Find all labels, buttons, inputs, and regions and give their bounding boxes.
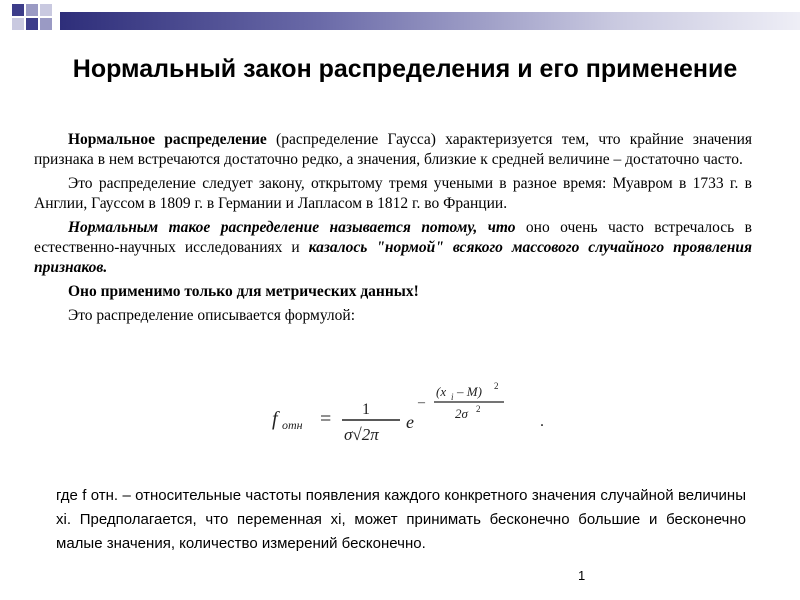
formula-exp-rest: – M) [457,384,482,399]
decor-square [40,18,52,30]
formula-denominator: σ√2π [344,425,379,444]
paragraph-formula-intro: Это распределение описывается формулой: [68,307,356,324]
normal-distribution-formula [258,378,558,458]
formula-equals: = [320,408,332,430]
header-gradient-bar [60,12,800,30]
paragraph-metric-note: Оно применимо только для метрических данных! [68,283,419,300]
page-number: 1 [578,568,586,583]
naming-end: казалось "нормой" всякого массового случайного проявления признаков. [34,239,753,276]
formula-exp-subscript: i [451,392,454,402]
decor-square [26,4,38,16]
formula-exp-den-power: 2 [476,404,481,414]
paragraph-history: Это распределение следует закону, открытому тремя учеными в разное время: Муавром в 1733 г. в Англии, Гауссом в 1809 г. в Германии и Лапласом в 1812 г. во Франции. [34,175,752,212]
decor-square [26,18,38,30]
formula-explanation: где f отн. – относительные частоты появления каждого конкретного значения случайной величины xi. Предполагается, что переменная xi, может принимать бесконечно большие и бесконечно малые значения, количество измерений бесконечно. [56,487,746,552]
slide-title: Нормальный закон распределения и его применение [72,55,738,83]
slide-body [34,130,752,330]
decor-square [12,4,24,16]
naming-lead: Нормальным такое распределение называется потому, что [68,219,516,236]
formula-exp-numerator: (x [436,384,447,399]
formula-dot: . [540,413,544,430]
decor-square [40,4,52,16]
formula-numerator: 1 [362,401,370,418]
formula-exp-minus: – [418,395,425,410]
definition-text: (распределение Гаусса) характеризуется тем, что крайние значения признака в нем встречаются достаточно редко, а значения, близкие к средней величине – достаточно часто. [34,131,752,168]
header-decoration [0,0,800,36]
formula-lhs: f [272,408,278,430]
decor-square [12,18,24,30]
formula-exp-power: 2 [494,381,499,391]
formula-lhs-subscript: отн [282,418,303,432]
formula-base-e: e [406,412,414,432]
naming-middle: оно очень часто встречалось в естественно-научных исследованиях и [34,219,752,256]
formula-exp-denominator: 2σ [455,406,468,421]
paragraph-definition [34,130,752,170]
term-normal-distribution: Нормальное распределение [68,131,267,148]
paragraph-naming [34,218,752,278]
